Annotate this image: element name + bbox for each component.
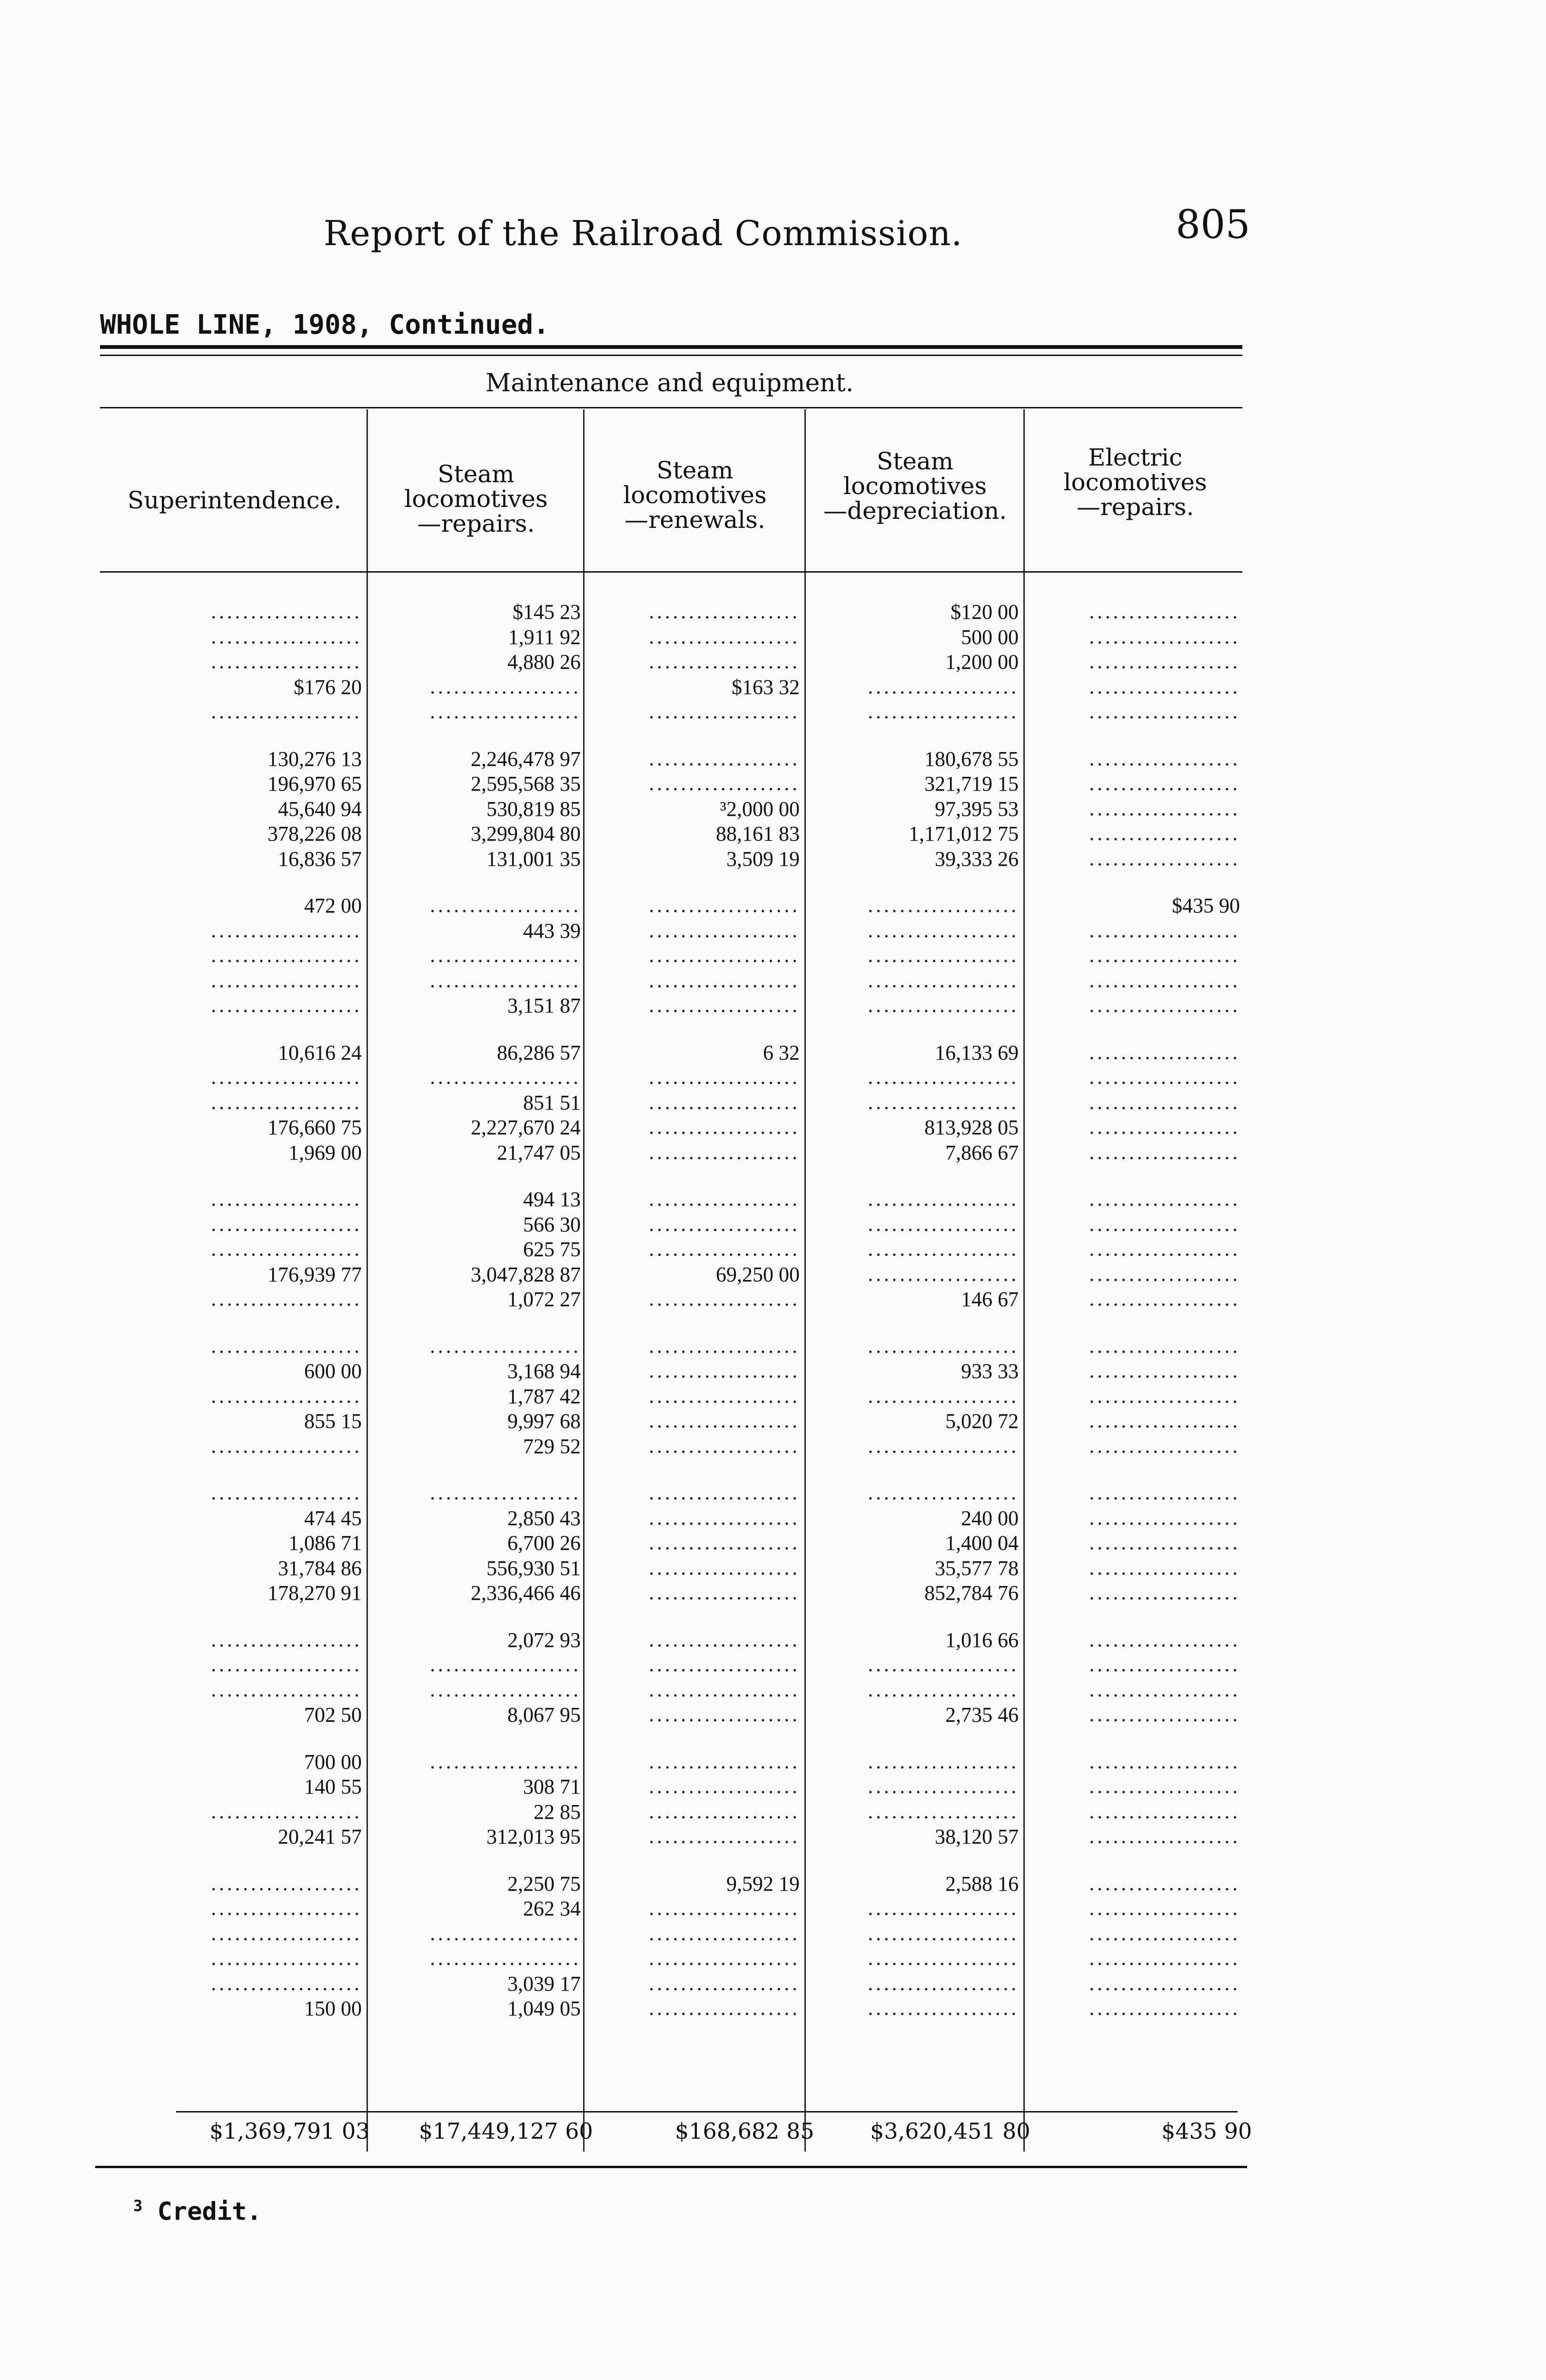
- leader-dots: ...................: [648, 601, 800, 623]
- page-number: 805: [1176, 202, 1250, 248]
- leader-dots: ...................: [210, 626, 362, 648]
- leader-dots: ...................: [210, 1189, 362, 1210]
- leader-dots: ...................: [648, 1189, 800, 1210]
- leader-dots: ...................: [1089, 1532, 1240, 1554]
- leader-dots: ...................: [210, 1335, 362, 1358]
- group-heading: Maintenance and equipment.: [486, 369, 854, 397]
- leader-dots: ...................: [648, 1704, 800, 1726]
- leader-dots: ...................: [648, 1091, 800, 1114]
- leader-dots: ...................: [648, 1385, 800, 1408]
- total-steam-depreciation: $3,620,451 80: [870, 2118, 1031, 2144]
- leader-dots: ...................: [210, 1923, 362, 1945]
- leader-dots: ...................: [210, 1629, 362, 1651]
- column-header-electric-repairs: Electric locomotives —repairs.: [1063, 444, 1207, 521]
- table-cell: $435 90: [1172, 894, 1240, 917]
- table-cell: 240 00: [961, 1506, 1019, 1530]
- leader-dots: ...................: [210, 1801, 362, 1823]
- table-cell: 1,049 05: [507, 1997, 581, 2020]
- leader-dots: ...................: [1089, 1263, 1240, 1286]
- table-cell: 22 85: [534, 1800, 581, 1824]
- leader-dots: ...................: [867, 1776, 1019, 1798]
- table-cell: $163 32: [732, 675, 800, 699]
- column-divider: [1023, 409, 1025, 2152]
- leader-dots: ...................: [867, 676, 1019, 698]
- leader-dots: ...................: [867, 995, 1019, 1017]
- leader-dots: ...................: [867, 1654, 1019, 1676]
- leader-dots: ...................: [1089, 1679, 1240, 1701]
- top-double-rule-2: [100, 355, 1242, 356]
- table-cell: 180,678 55: [924, 747, 1019, 771]
- leader-dots: ...................: [867, 1067, 1019, 1089]
- leader-dots: ...................: [1089, 1091, 1240, 1114]
- leader-dots: ...................: [1089, 1189, 1240, 1210]
- table-cell: 176,939 77: [268, 1262, 362, 1286]
- leader-dots: ...................: [648, 1213, 800, 1236]
- leader-dots: ...................: [210, 1239, 362, 1260]
- leader-dots: ...................: [1089, 701, 1240, 723]
- column-divider: [804, 409, 806, 2152]
- leader-dots: ...................: [648, 1776, 800, 1798]
- leader-dots: ...................: [1089, 1335, 1240, 1358]
- leader-dots: ...................: [648, 970, 800, 992]
- leader-dots: ...................: [867, 1239, 1019, 1260]
- table-cell: 2,735 46: [945, 1703, 1019, 1726]
- total-steam-repairs: $17,449,127 60: [419, 2118, 593, 2144]
- table-cell: 4,880 26: [507, 650, 581, 674]
- leader-dots: ...................: [1089, 1435, 1240, 1458]
- leader-dots: ...................: [429, 1679, 581, 1701]
- table-cell: 1,086 71: [288, 1531, 362, 1555]
- column-divider: [367, 409, 368, 2152]
- leader-dots: ...................: [867, 920, 1019, 942]
- table-cell: 1,072 27: [507, 1288, 581, 1311]
- table-cell: $120 00: [951, 600, 1019, 624]
- leader-dots: ...................: [210, 701, 362, 723]
- table-cell: 1,911 92: [508, 625, 581, 649]
- leader-dots: ...................: [1089, 1948, 1240, 1970]
- leader-dots: ...................: [648, 1410, 800, 1432]
- table-cell: 625 75: [523, 1238, 581, 1261]
- leader-dots: ...................: [1089, 970, 1240, 992]
- table-cell: 6 32: [763, 1041, 800, 1064]
- table-cell: 35,577 78: [935, 1556, 1019, 1580]
- table-cell: 31,784 86: [278, 1556, 362, 1580]
- table-cell: 2,227,670 24: [471, 1116, 581, 1139]
- table-cell: 702 50: [304, 1703, 362, 1726]
- leader-dots: ...................: [648, 748, 800, 770]
- table-cell: 20,241 57: [278, 1825, 362, 1848]
- leader-dots: ...................: [210, 1435, 362, 1458]
- leader-dots: ...................: [210, 1385, 362, 1408]
- column-header-superintendence: Superintendence.: [127, 486, 342, 514]
- leader-dots: ...................: [1089, 773, 1240, 795]
- table-cell: 500 00: [961, 625, 1019, 649]
- leader-dots: ...................: [429, 970, 581, 992]
- leader-dots: ...................: [648, 995, 800, 1017]
- table-cell: 131,001 35: [486, 847, 581, 871]
- table-cell: 729 52: [523, 1434, 581, 1458]
- leader-dots: ...................: [648, 945, 800, 967]
- leader-dots: ...................: [1089, 1507, 1240, 1529]
- leader-dots: ...................: [867, 1948, 1019, 1970]
- leader-dots: ...................: [1089, 601, 1240, 623]
- table-cell: $145 23: [513, 600, 581, 624]
- table-cell: 1,969 00: [288, 1140, 362, 1164]
- leader-dots: ...................: [1089, 995, 1240, 1017]
- leader-dots: ...................: [867, 701, 1019, 723]
- leader-dots: ...................: [1089, 1582, 1240, 1604]
- table-cell: 6,700 26: [507, 1531, 581, 1555]
- leader-dots: ...................: [648, 1826, 800, 1848]
- table-cell: 2,588 16: [945, 1872, 1019, 1895]
- leader-dots: ...................: [1089, 1360, 1240, 1382]
- leader-dots: ...................: [867, 1335, 1019, 1358]
- leader-dots: ...................: [1089, 823, 1240, 845]
- leader-dots: ...................: [648, 1557, 800, 1579]
- table-cell: 10,616 24: [278, 1041, 362, 1064]
- leader-dots: ...................: [867, 1679, 1019, 1701]
- leader-dots: ...................: [867, 1385, 1019, 1408]
- leader-dots: ...................: [1089, 848, 1240, 870]
- totals-rule: [176, 2111, 1238, 2112]
- leader-dots: ...................: [429, 945, 581, 967]
- leader-dots: ...................: [210, 945, 362, 967]
- column-header-steam-depreciation: Steam locomotives —depreciation.: [823, 447, 1007, 525]
- total-steam-renewals: $168,682 85: [675, 2118, 814, 2144]
- table-cell: 2,072 93: [507, 1628, 581, 1652]
- leader-dots: ...................: [867, 1482, 1019, 1504]
- leader-dots: ...................: [1089, 1213, 1240, 1236]
- leader-dots: ...................: [867, 1213, 1019, 1236]
- column-divider: [583, 409, 585, 2152]
- table-cell: 8,067 95: [507, 1703, 581, 1726]
- table-cell: 2,850 43: [507, 1506, 581, 1530]
- leader-dots: ...................: [648, 1629, 800, 1651]
- leader-dots: ...................: [867, 895, 1019, 917]
- leader-dots: ...................: [210, 1679, 362, 1701]
- header-bottom-rule: [100, 571, 1242, 573]
- table-cell: 312,013 95: [486, 1825, 581, 1848]
- leader-dots: ...................: [1089, 1289, 1240, 1310]
- leader-dots: ...................: [648, 1507, 800, 1529]
- table-cell: 321,719 15: [924, 772, 1019, 795]
- leader-dots: ...................: [648, 773, 800, 795]
- footnote: [133, 2197, 262, 2226]
- table-cell: 21,747 05: [497, 1140, 581, 1164]
- table-cell: 196,970 65: [268, 772, 362, 795]
- leader-dots: ...................: [1089, 1704, 1240, 1726]
- table-cell: 600 00: [304, 1359, 362, 1383]
- table-cell: 38,120 57: [935, 1825, 1019, 1848]
- table-subheading: WHOLE LINE, 1908, Continued.: [100, 309, 550, 340]
- leader-dots: ...................: [210, 1873, 362, 1895]
- leader-dots: ...................: [1089, 1776, 1240, 1798]
- leader-dots: ...................: [1089, 1410, 1240, 1432]
- leader-dots: ...................: [1089, 920, 1240, 942]
- leader-dots: ...................: [648, 1117, 800, 1139]
- leader-dots: ...................: [867, 1801, 1019, 1823]
- leader-dots: ...................: [648, 1679, 800, 1701]
- table-cell: 494 13: [523, 1188, 581, 1211]
- table-cell: 140 55: [304, 1775, 362, 1798]
- table-cell: 566 30: [523, 1212, 581, 1236]
- leader-dots: ...................: [648, 1435, 800, 1458]
- leader-dots: ...................: [648, 1582, 800, 1604]
- leader-dots: ...................: [1089, 1067, 1240, 1089]
- table-cell: 700 00: [304, 1750, 362, 1774]
- leader-dots: ...................: [210, 1898, 362, 1920]
- table-cell: 5,020 72: [945, 1409, 1019, 1433]
- table-cell: 45,640 94: [278, 797, 362, 821]
- leader-dots: ...................: [1089, 748, 1240, 770]
- leader-dots: ...................: [210, 1213, 362, 1236]
- leader-dots: ...................: [1089, 1898, 1240, 1920]
- table-cell: 474 45: [304, 1506, 362, 1530]
- leader-dots: ...................: [1089, 1629, 1240, 1651]
- table-cell: 146 67: [961, 1288, 1019, 1311]
- bottom-rule: [95, 2166, 1247, 2168]
- table-cell: 178,270 91: [268, 1581, 362, 1605]
- table-cell: 472 00: [304, 894, 362, 917]
- leader-dots: ...................: [648, 1239, 800, 1260]
- leader-dots: ...................: [1089, 626, 1240, 648]
- leader-dots: ...................: [1089, 1826, 1240, 1848]
- running-title: Report of the Railroad Commission.: [324, 213, 963, 253]
- table-cell: 933 33: [961, 1359, 1019, 1383]
- leader-dots: ...................: [429, 701, 581, 723]
- leader-dots: ...................: [1089, 1041, 1240, 1064]
- leader-dots: ...................: [1089, 1973, 1240, 1995]
- table-cell: 813,928 05: [924, 1116, 1019, 1139]
- leader-dots: ...................: [1089, 1654, 1240, 1676]
- leader-dots: ...................: [1089, 1751, 1240, 1773]
- leader-dots: ...................: [1089, 1482, 1240, 1504]
- table-cell: 86,286 57: [497, 1041, 581, 1064]
- table-cell: $176 20: [294, 675, 362, 699]
- leader-dots: ...................: [210, 970, 362, 992]
- table-cell: 39,333 26: [935, 847, 1019, 871]
- leader-dots: ...................: [648, 1948, 800, 1970]
- leader-dots: ...................: [429, 1482, 581, 1504]
- table-cell: 1,171,012 75: [909, 822, 1019, 845]
- leader-dots: ...................: [1089, 1239, 1240, 1260]
- leader-dots: ...................: [867, 1898, 1019, 1920]
- leader-dots: ...................: [210, 1289, 362, 1310]
- leader-dots: ...................: [648, 1973, 800, 1995]
- leader-dots: ...................: [210, 920, 362, 942]
- leader-dots: ...................: [1089, 1923, 1240, 1945]
- leader-dots: ...................: [1089, 1998, 1240, 2020]
- table-cell: 852,784 76: [924, 1581, 1019, 1605]
- table-cell: 2,336,466 46: [471, 1581, 581, 1605]
- leader-dots: ...................: [648, 1654, 800, 1676]
- leader-dots: ...................: [648, 1751, 800, 1773]
- table-cell: 69,250 00: [716, 1262, 800, 1286]
- leader-dots: ...................: [210, 1067, 362, 1089]
- table-cell: 3,299,804 80: [471, 822, 581, 845]
- leader-dots: ...................: [867, 1923, 1019, 1945]
- leader-dots: ...................: [648, 920, 800, 942]
- table-cell: 150 00: [304, 1997, 362, 2020]
- table-cell: 16,836 57: [278, 847, 362, 871]
- leader-dots: ...................: [648, 1923, 800, 1945]
- leader-dots: ...................: [648, 1335, 800, 1358]
- leader-dots: ...................: [867, 1189, 1019, 1210]
- leader-dots: ...................: [648, 1898, 800, 1920]
- leader-dots: ...................: [429, 895, 581, 917]
- table-cell: 3,168 94: [507, 1359, 581, 1383]
- total-electric-repairs: $435 90: [1161, 2118, 1252, 2144]
- leader-dots: ...................: [867, 1973, 1019, 1995]
- leader-dots: ...................: [429, 676, 581, 698]
- table-cell: 2,250 75: [507, 1872, 581, 1895]
- leader-dots: ...................: [1089, 1141, 1240, 1164]
- leader-dots: ...................: [867, 970, 1019, 992]
- table-cell: 130,276 13: [268, 747, 362, 771]
- leader-dots: ...................: [210, 1973, 362, 1995]
- leader-dots: ...................: [648, 651, 800, 673]
- leader-dots: ...................: [210, 601, 362, 623]
- table-cell: 262 34: [523, 1897, 581, 1920]
- table-cell: 88,161 83: [716, 822, 800, 845]
- leader-dots: ...................: [1089, 1385, 1240, 1408]
- leader-dots: ...................: [1089, 651, 1240, 673]
- leader-dots: ...................: [648, 1289, 800, 1310]
- leader-dots: ...................: [210, 995, 362, 1017]
- leader-dots: ...................: [867, 945, 1019, 967]
- column-header-steam-renewals: Steam locomotives —renewals.: [623, 456, 767, 534]
- table-cell: 1,400 04: [945, 1531, 1019, 1555]
- top-double-rule-1: [100, 345, 1242, 349]
- leader-dots: ...................: [210, 1091, 362, 1114]
- table-cell: 530,819 85: [486, 797, 581, 821]
- table-cell: 378,226 08: [268, 822, 362, 845]
- leader-dots: ...................: [429, 1067, 581, 1089]
- table-cell: 855 15: [304, 1409, 362, 1433]
- table-cell: 3,151 87: [507, 994, 581, 1017]
- leader-dots: ...................: [648, 1067, 800, 1089]
- table-cell: 3,509 19: [726, 847, 800, 871]
- table-cell: 1,200 00: [945, 650, 1019, 674]
- leader-dots: ...................: [648, 701, 800, 723]
- leader-dots: ...................: [648, 1801, 800, 1823]
- leader-dots: ...................: [1089, 676, 1240, 698]
- table-cell: 97,395 53: [935, 797, 1019, 821]
- table-cell: 176,660 75: [268, 1116, 362, 1139]
- leader-dots: ...................: [648, 626, 800, 648]
- leader-dots: ...................: [429, 1654, 581, 1676]
- leader-dots: ...................: [210, 1654, 362, 1676]
- table-cell: 1,016 66: [945, 1628, 1019, 1652]
- total-superintendence: $1,369,791 03: [209, 2118, 370, 2144]
- table-cell: 2,246,478 97: [471, 747, 581, 771]
- leader-dots: ...................: [648, 1532, 800, 1554]
- leader-dots: ...................: [648, 1998, 800, 2020]
- table-cell: 851 51: [523, 1091, 581, 1114]
- leader-dots: ...................: [429, 1335, 581, 1358]
- table-cell: 16,133 69: [935, 1041, 1019, 1064]
- footnote-text: Credit.: [157, 2197, 262, 2226]
- leader-dots: ...................: [648, 895, 800, 917]
- column-header-steam-repairs: Steam locomotives —repairs.: [404, 460, 548, 537]
- footnote-mark: 3: [133, 2197, 143, 2215]
- table-cell: 1,787 42: [507, 1384, 581, 1408]
- leader-dots: ...................: [648, 1141, 800, 1164]
- table-cell: ³2,000 00: [720, 797, 800, 821]
- leader-dots: ...................: [210, 1948, 362, 1970]
- table-cell: 3,039 17: [507, 1972, 581, 1995]
- leader-dots: ...................: [867, 1263, 1019, 1286]
- table-cell: 3,047,828 87: [471, 1262, 581, 1286]
- leader-dots: ...................: [1089, 798, 1240, 820]
- table-cell: 308 71: [523, 1775, 581, 1798]
- leader-dots: ...................: [210, 651, 362, 673]
- leader-dots: ...................: [1089, 945, 1240, 967]
- leader-dots: ...................: [648, 1360, 800, 1382]
- table-cell: 443 39: [523, 919, 581, 942]
- group-rule: [100, 407, 1242, 408]
- table-cell: 9,592 19: [726, 1872, 800, 1895]
- leader-dots: ...................: [210, 1482, 362, 1504]
- table-cell: 9,997 68: [507, 1409, 581, 1433]
- table-cell: 556,930 51: [486, 1556, 581, 1580]
- table-cell: 7,866 67: [945, 1140, 1019, 1164]
- leader-dots: ...................: [1089, 1801, 1240, 1823]
- leader-dots: ...................: [867, 1998, 1019, 2020]
- leader-dots: ...................: [1089, 1557, 1240, 1579]
- leader-dots: ...................: [867, 1435, 1019, 1458]
- leader-dots: ...................: [867, 1091, 1019, 1114]
- leader-dots: ...................: [1089, 1873, 1240, 1895]
- leader-dots: ...................: [648, 1482, 800, 1504]
- leader-dots: ...................: [429, 1948, 581, 1970]
- table-cell: 2,595,568 35: [471, 772, 581, 795]
- leader-dots: ...................: [429, 1923, 581, 1945]
- leader-dots: ...................: [429, 1751, 581, 1773]
- leader-dots: ...................: [867, 1751, 1019, 1773]
- leader-dots: ...................: [1089, 1117, 1240, 1139]
